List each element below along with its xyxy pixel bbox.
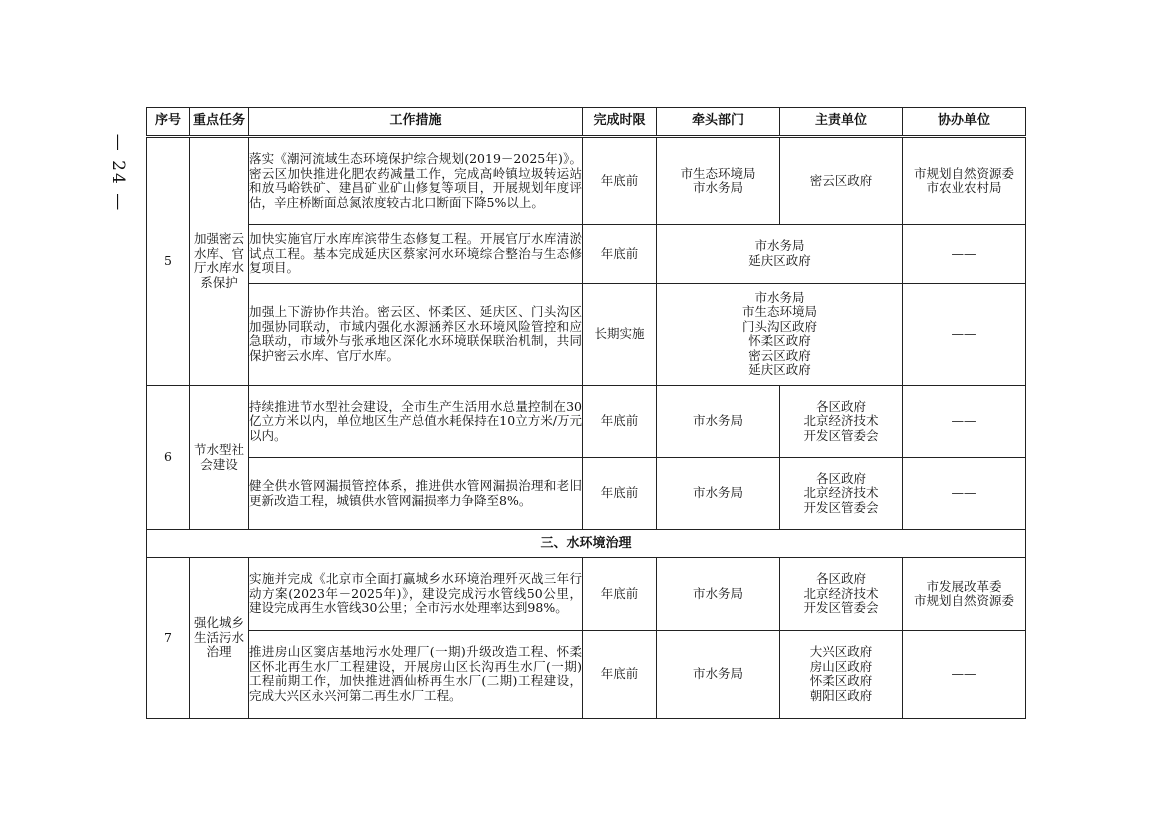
- table-row: [147, 458, 1026, 530]
- header-no: 序号: [147, 108, 190, 137]
- assist-dash: ——: [951, 413, 977, 429]
- measure-cell: 落实《潮河流域生态环境保护综合规划(2019－2025年)》。密云区加快推进化肥农药减量工作，完成高岭镇垃圾转运站和放马峪铁矿、建昌矿业矿山修复等项目，开展规划年度评估，辛庄桥断面总氮浓度较古北口断面下降5%以上。: [249, 137, 583, 225]
- header-assist: 协办单位: [903, 108, 1026, 137]
- assist-dash: ——: [951, 666, 977, 682]
- assist-cell: [903, 225, 1026, 283]
- header-task: 重点任务: [190, 108, 249, 137]
- main-unit: 大兴区政府: [809, 644, 873, 660]
- main-cell: 密云区政府: [780, 137, 903, 225]
- row-number: 6: [147, 385, 190, 529]
- assist-cell: [903, 630, 1026, 718]
- lead-cell: 市水务局: [657, 630, 780, 718]
- section-title: 三、水环境治理: [147, 530, 1026, 558]
- assist-cell: [903, 385, 1026, 457]
- assist-cell: [903, 558, 1026, 630]
- lead-main-unit: 市生态环境局: [741, 304, 817, 320]
- measure-cell: 健全供水管网漏损管控体系，推进供水管网漏损治理和老旧更新改造工程，城镇供水管网漏损率力争降至8%。: [249, 458, 583, 530]
- main-unit: 各区政府: [815, 571, 866, 587]
- deadline-cell: 年底前: [583, 385, 657, 457]
- main-unit: 北京经济技术: [803, 585, 879, 601]
- table-row: [147, 385, 1026, 457]
- main-cell: [780, 558, 903, 630]
- table-row: [147, 137, 1026, 225]
- header-main: 主责单位: [780, 108, 903, 137]
- measure-cell: 推进房山区窦店基地污水处理厂(一期)升级改造工程、怀柔区怀北再生水厂工程建设，开展房山区长沟再生水厂(一期)工程前期工作，加快推进酒仙桥再生水厂(二期)工程建设，完成大兴区永兴河第二再生水厂工程。: [249, 630, 583, 718]
- deadline-cell: 年底前: [583, 225, 657, 283]
- measure-cell: 持续推进节水型社会建设，全市生产生活用水总量控制在30亿立方米以内，单位地区生产总值水耗保持在10立方米/万元以内。: [249, 385, 583, 457]
- task-name: 加强密云水库、官厅水库水系保护: [190, 137, 249, 386]
- lead-main-unit: 市水务局: [754, 238, 805, 254]
- assist-dash: ——: [951, 245, 977, 261]
- measure-cell: 实施并完成《北京市全面打赢城乡水环境治理歼灭战三年行动方案(2023年－2025年)》，建设完成污水管线50公里，建设完成再生水管线30公里；全市污水处理率达到98%。: [249, 558, 583, 630]
- deadline-cell: 年底前: [583, 137, 657, 225]
- main-unit: 各区政府: [815, 470, 866, 486]
- main-unit: 开发区管委会: [803, 600, 879, 616]
- assist-cell: [903, 458, 1026, 530]
- row-number: 7: [147, 558, 190, 719]
- lead-cell: 市水务局: [657, 458, 780, 530]
- main-unit: 北京经济技术: [803, 485, 879, 501]
- deadline-cell: 长期实施: [583, 283, 657, 385]
- lead-main-cell: [657, 283, 903, 385]
- section-row: [147, 530, 1026, 558]
- page-number-text: — 24 —: [108, 133, 129, 213]
- main-cell: [780, 458, 903, 530]
- lead-main-unit: 怀柔区政府: [748, 333, 811, 349]
- lead-main-unit: 延庆区政府: [748, 362, 811, 378]
- assist-dash: ——: [951, 325, 977, 341]
- assist-unit: 市农业农村局: [926, 180, 1002, 196]
- table-header-row: [147, 108, 1026, 137]
- measure-cell: 加强上下游协作共治。密云区、怀柔区、延庆区、门头沟区加强协同联动，市域内强化水源涵养区水环境风险管控和应急联动，市域外与张承地区深化水环境联保联治机制，共同保护密云水库、官厅水库。: [249, 283, 583, 385]
- assist-unit: 市规划自然资源委: [913, 593, 1014, 609]
- lead-main-unit: 门头沟区政府: [741, 318, 817, 334]
- header-lead: 牵头部门: [657, 108, 780, 137]
- main-unit: 朝阳区政府: [809, 687, 873, 703]
- task-table: [146, 107, 1026, 719]
- measure-cell: 加快实施官厅水库库滨带生态修复工程。开展官厅水库清淤试点工程。基本完成延庆区蔡家河水环境综合整治与生态修复项目。: [249, 225, 583, 283]
- header-measure: 工作措施: [249, 108, 583, 137]
- lead-unit: 市水务局: [692, 180, 743, 196]
- assist-cell: [903, 283, 1026, 385]
- lead-main-unit: 密云区政府: [748, 347, 811, 363]
- table-row: [147, 558, 1026, 630]
- header-deadline: 完成时限: [583, 108, 657, 137]
- table-row: [147, 283, 1026, 385]
- main-unit: 北京经济技术: [803, 413, 879, 429]
- main-unit: 怀柔区政府: [809, 673, 873, 689]
- row-number: 5: [147, 137, 190, 386]
- deadline-cell: 年底前: [583, 630, 657, 718]
- assist-dash: ——: [951, 485, 977, 501]
- task-name: 节水型社会建设: [190, 385, 249, 529]
- task-name: 强化城乡生活污水治理: [190, 558, 249, 719]
- main-cell: [780, 630, 903, 718]
- table-row: [147, 225, 1026, 283]
- lead-cell: 市水务局: [657, 558, 780, 630]
- lead-main-unit: 延庆区政府: [748, 252, 811, 268]
- deadline-cell: 年底前: [583, 458, 657, 530]
- main-unit: 各区政府: [815, 398, 866, 414]
- lead-cell: 市水务局: [657, 385, 780, 457]
- main-unit: 开发区管委会: [803, 427, 879, 443]
- main-unit: 房山区政府: [809, 658, 873, 674]
- lead-unit: 市生态环境局: [680, 165, 756, 181]
- assist-cell: [903, 137, 1026, 225]
- deadline-cell: 年底前: [583, 558, 657, 630]
- table-row: [147, 630, 1026, 718]
- lead-cell: [657, 137, 780, 225]
- lead-main-cell: [657, 225, 903, 283]
- assist-unit: 市发展改革委: [926, 578, 1002, 594]
- main-cell: [780, 385, 903, 457]
- main-unit: 开发区管委会: [803, 499, 879, 515]
- assist-unit: 市规划自然资源委: [913, 165, 1014, 181]
- lead-main-unit: 市水务局: [754, 289, 805, 305]
- page-number: [104, 128, 132, 218]
